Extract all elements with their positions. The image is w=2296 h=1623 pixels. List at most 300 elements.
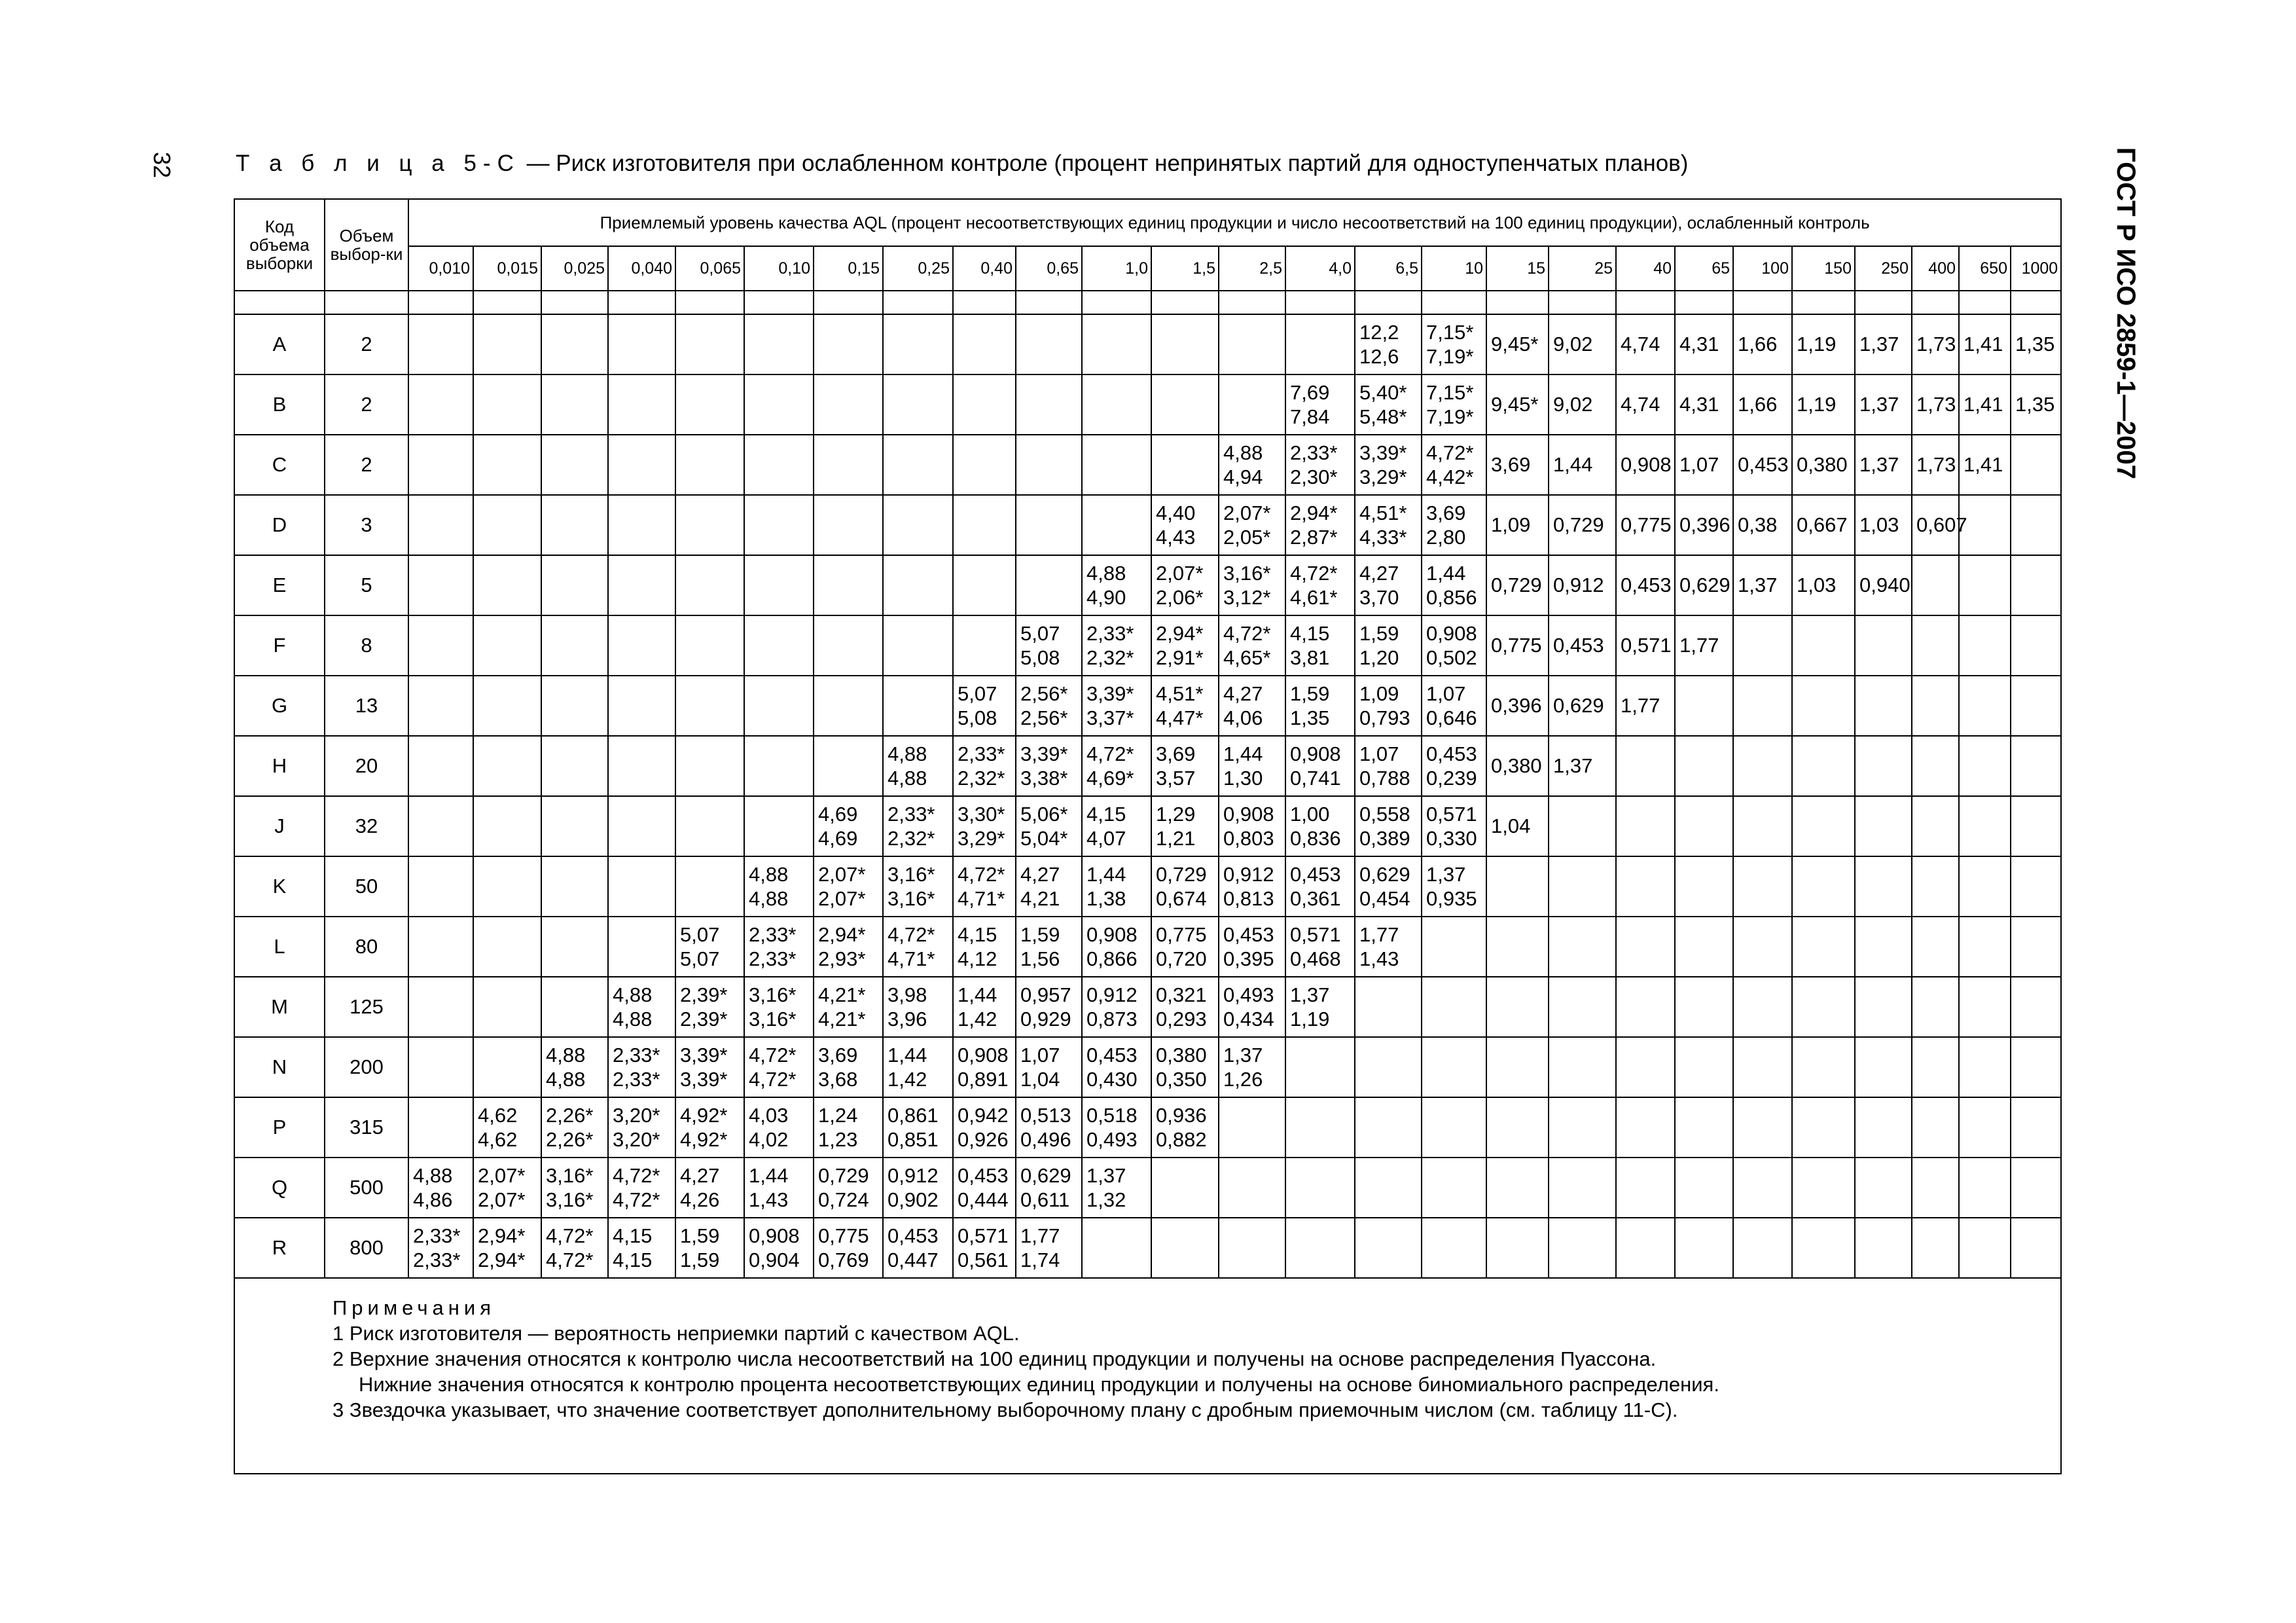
risk-value-binomial: 4,88 xyxy=(546,1068,586,1091)
risk-value-binomial: 1,20 xyxy=(1359,646,1399,669)
risk-cell xyxy=(1549,374,1616,435)
risk-value-pair xyxy=(818,1043,882,1091)
risk-cell xyxy=(408,314,473,374)
risk-value-poisson: 0,571 xyxy=(958,1224,1009,1247)
risk-value-pair xyxy=(818,802,882,850)
risk-value-pair xyxy=(680,1224,744,1272)
risk-value-binomial: 0,674 xyxy=(1156,887,1207,910)
risk-value-binomial: 4,62 xyxy=(478,1128,518,1151)
risk-value-pair xyxy=(888,802,952,850)
risk-cell xyxy=(953,736,1016,796)
risk-cell xyxy=(473,676,541,736)
risk-cell xyxy=(1959,1097,2011,1158)
risk-value-poisson: 2,39* xyxy=(680,983,728,1006)
risk-value-poisson: 2,33* xyxy=(749,923,797,946)
risk-value: 1,41 xyxy=(1964,453,2003,476)
risk-value-pair xyxy=(1359,682,1421,730)
risk-value-pair xyxy=(1426,501,1486,549)
note-line: 1 Риск изготовителя — вероятность неприемки партий с качеством AQL. xyxy=(332,1322,1020,1345)
risk-cell xyxy=(1549,676,1616,736)
risk-cell xyxy=(1219,1218,1285,1278)
risk-value-binomial: 0,502 xyxy=(1426,646,1477,669)
risk-value-poisson: 1,37 xyxy=(1426,863,1466,886)
risk-value-pair xyxy=(1290,802,1354,850)
risk-value-poisson: 1,77 xyxy=(1020,1224,1060,1247)
risk-value: 0,571 xyxy=(1621,634,1672,657)
risk-cell xyxy=(473,615,541,676)
risk-value-pair xyxy=(958,682,1015,730)
risk-value-binomial: 2,26* xyxy=(546,1128,594,1151)
risk-value-poisson: 7,69 xyxy=(1290,381,1330,404)
risk-value-pair xyxy=(888,742,952,790)
risk-cell xyxy=(2011,435,2061,495)
risk-value-poisson: 4,15 xyxy=(958,923,997,946)
risk-cell xyxy=(1082,1097,1151,1158)
risk-cell xyxy=(473,977,541,1037)
risk-cell xyxy=(953,314,1016,374)
spacer-cell xyxy=(1616,291,1675,314)
risk-value: 1,37 xyxy=(1859,393,1899,416)
risk-value-binomial: 4,33* xyxy=(1359,526,1407,549)
risk-cell xyxy=(541,977,608,1037)
risk-cell xyxy=(1792,917,1855,977)
risk-value-binomial: 1,42 xyxy=(888,1068,927,1091)
risk-cell xyxy=(1912,917,1959,977)
risk-cell xyxy=(744,495,814,555)
risk-value-binomial: 4,06 xyxy=(1223,706,1263,729)
risk-cell xyxy=(1486,856,1549,917)
risk-value: 1,77 xyxy=(1621,694,1660,717)
risk-cell xyxy=(1082,1037,1151,1097)
risk-value-poisson: 0,453 xyxy=(1086,1044,1138,1067)
risk-cell xyxy=(541,1158,608,1218)
risk-value-binomial: 0,836 xyxy=(1290,827,1341,850)
risk-cell xyxy=(1016,977,1082,1037)
risk-cell xyxy=(1855,917,1912,977)
risk-cell xyxy=(1486,435,1549,495)
risk-value: 3,69 xyxy=(1491,453,1531,476)
risk-cell xyxy=(675,796,744,856)
risk-value-binomial: 0,793 xyxy=(1359,706,1410,729)
risk-cell xyxy=(1219,1037,1285,1097)
risk-cell xyxy=(1151,374,1219,435)
risk-value-binomial: 2,39* xyxy=(680,1008,728,1030)
risk-value-poisson: 1,59 xyxy=(1020,923,1060,946)
risk-value-binomial: 4,90 xyxy=(1086,586,1126,609)
risk-cell xyxy=(1219,856,1285,917)
risk-value-poisson: 4,40 xyxy=(1156,501,1196,524)
risk-cell xyxy=(1733,856,1792,917)
risk-cell xyxy=(814,314,883,374)
risk-value-poisson: 0,936 xyxy=(1156,1104,1207,1127)
risk-value-poisson: 3,16* xyxy=(888,863,935,886)
table-row xyxy=(234,1037,2061,1097)
risk-cell xyxy=(1855,555,1912,615)
risk-cell xyxy=(541,856,608,917)
risk-value-poisson: 2,94* xyxy=(1290,501,1338,524)
risk-cell xyxy=(883,1218,953,1278)
risk-value-pair xyxy=(1223,862,1285,911)
risk-cell xyxy=(408,435,473,495)
risk-cell xyxy=(1616,796,1675,856)
risk-value-poisson: 0,453 xyxy=(1223,923,1274,946)
risk-value-poisson: 4,72* xyxy=(613,1164,660,1187)
risk-cell xyxy=(1616,374,1675,435)
risk-cell xyxy=(1422,796,1486,856)
risk-value-binomial: 0,468 xyxy=(1290,947,1341,970)
risk-value-poisson: 2,26* xyxy=(546,1104,594,1127)
table-row xyxy=(234,435,2061,495)
aql-level: 25 xyxy=(1549,246,1616,291)
risk-value-pair xyxy=(1020,802,1081,850)
aql-level: 1,0 xyxy=(1082,246,1151,291)
risk-value-binomial: 0,389 xyxy=(1359,827,1410,850)
table-row xyxy=(234,495,2061,555)
risk-cell xyxy=(1355,796,1422,856)
risk-cell xyxy=(1422,495,1486,555)
risk-cell xyxy=(608,495,675,555)
risk-value-binomial: 2,07* xyxy=(478,1188,526,1211)
risk-cell xyxy=(744,917,814,977)
risk-cell xyxy=(1792,1037,1855,1097)
risk-value-pair xyxy=(1359,922,1421,971)
risk-cell xyxy=(1675,796,1733,856)
risk-value: 0,629 xyxy=(1679,574,1731,596)
aql-level: 400 xyxy=(1912,246,1959,291)
risk-value-pair xyxy=(1156,1103,1218,1152)
risk-cell xyxy=(1792,796,1855,856)
sample-size: 13 xyxy=(325,676,408,736)
risk-cell xyxy=(1912,676,1959,736)
risk-value-pair xyxy=(546,1224,607,1272)
risk-cell xyxy=(2011,676,2061,736)
risk-cell xyxy=(1151,1097,1219,1158)
risk-value-poisson: 2,33* xyxy=(958,742,1005,765)
risk-cell xyxy=(1016,314,1082,374)
risk-cell xyxy=(1151,856,1219,917)
risk-cell xyxy=(1422,374,1486,435)
risk-cell xyxy=(1486,314,1549,374)
risk-value-binomial: 0,444 xyxy=(958,1188,1009,1211)
risk-cell xyxy=(1355,1037,1422,1097)
risk-value-pair xyxy=(1359,441,1421,489)
risk-value-pair xyxy=(818,1163,882,1212)
risk-value-binomial: 5,08 xyxy=(1020,646,1060,669)
risk-cell xyxy=(1549,736,1616,796)
risk-value-pair xyxy=(1086,983,1151,1031)
risk-cell xyxy=(1285,1218,1355,1278)
risk-cell xyxy=(1549,1218,1616,1278)
risk-value: 0,729 xyxy=(1553,513,1604,536)
risk-cell xyxy=(1219,314,1285,374)
sample-size: 3 xyxy=(325,495,408,555)
risk-value-binomial: 5,08 xyxy=(958,706,997,729)
table-row xyxy=(234,796,2061,856)
risk-value-poisson: 2,33* xyxy=(1086,622,1134,645)
risk-cell xyxy=(1675,1158,1733,1218)
risk-cell xyxy=(1733,1158,1792,1218)
table-row xyxy=(234,1158,2061,1218)
risk-cell xyxy=(1792,736,1855,796)
spacer-cell xyxy=(1855,291,1912,314)
risk-cell xyxy=(541,676,608,736)
risk-value-binomial: 1,19 xyxy=(1290,1008,1330,1030)
risk-value-poisson: 0,912 xyxy=(1086,983,1138,1006)
risk-cell xyxy=(883,314,953,374)
risk-cell xyxy=(2011,977,2061,1037)
risk-cell xyxy=(1912,977,1959,1037)
spacer-cell xyxy=(541,291,608,314)
risk-cell xyxy=(1082,314,1151,374)
risk-cell xyxy=(1219,1158,1285,1218)
risk-value: 0,380 xyxy=(1797,453,1848,476)
note-line: 2 Верхние значения относятся к контролю числа несоответствий на 100 единиц продукции и получены на основе распределения Пуассона. xyxy=(332,1347,1657,1370)
risk-cell xyxy=(953,1158,1016,1218)
risk-cell xyxy=(1616,676,1675,736)
risk-value-pair xyxy=(1086,1043,1151,1091)
risk-value-binomial: 4,88 xyxy=(888,767,927,790)
risk-cell xyxy=(1355,736,1422,796)
risk-cell xyxy=(1219,615,1285,676)
risk-cell xyxy=(953,1037,1016,1097)
risk-cell xyxy=(1855,977,1912,1037)
risk-cell xyxy=(1486,374,1549,435)
risk-value-poisson: 2,94* xyxy=(818,923,866,946)
risk-cell xyxy=(1675,495,1733,555)
risk-cell xyxy=(1855,615,1912,676)
risk-cell xyxy=(2011,736,2061,796)
sample-code: A xyxy=(234,314,325,374)
risk-value: 0,908 xyxy=(1621,453,1672,476)
risk-value-poisson: 2,56* xyxy=(1020,682,1068,705)
risk-value-poisson: 3,69 xyxy=(1156,742,1196,765)
risk-value-poisson: 4,88 xyxy=(413,1164,453,1187)
risk-cell xyxy=(1959,1218,2011,1278)
risk-cell xyxy=(1355,1218,1422,1278)
risk-cell xyxy=(473,555,541,615)
risk-value-binomial: 4,43 xyxy=(1156,526,1196,549)
risk-cell xyxy=(1549,615,1616,676)
risk-value-pair xyxy=(478,1224,541,1272)
risk-cell xyxy=(1082,977,1151,1037)
risk-cell xyxy=(1616,435,1675,495)
risk-value-binomial: 2,87* xyxy=(1290,526,1338,549)
risk-value: 0,775 xyxy=(1621,513,1672,536)
risk-cell xyxy=(953,796,1016,856)
risk-cell xyxy=(1549,1158,1616,1218)
risk-cell xyxy=(1959,676,2011,736)
risk-cell xyxy=(675,435,744,495)
risk-cell xyxy=(1912,435,1959,495)
risk-cell xyxy=(814,1097,883,1158)
risk-value-poisson: 0,908 xyxy=(1426,622,1477,645)
risk-cell xyxy=(1733,676,1792,736)
risk-cell xyxy=(953,374,1016,435)
risk-cell xyxy=(1219,1097,1285,1158)
risk-value-poisson: 0,571 xyxy=(1290,923,1341,946)
risk-cell xyxy=(1219,796,1285,856)
risk-cell xyxy=(1912,736,1959,796)
risk-value-pair xyxy=(1020,862,1081,911)
risk-value-poisson: 3,16* xyxy=(546,1164,594,1187)
risk-value-binomial: 4,21* xyxy=(818,1008,866,1030)
risk-value-binomial: 0,929 xyxy=(1020,1008,1071,1030)
risk-cell xyxy=(883,1037,953,1097)
risk-value-pair xyxy=(1086,862,1151,911)
risk-value-poisson: 5,07 xyxy=(1020,622,1060,645)
risk-value-poisson: 3,39* xyxy=(1086,682,1134,705)
risk-value-poisson: 0,513 xyxy=(1020,1104,1071,1127)
risk-value-pair xyxy=(888,1224,952,1272)
sample-size: 50 xyxy=(325,856,408,917)
risk-cell xyxy=(1792,495,1855,555)
risk-cell xyxy=(883,796,953,856)
risk-value: 1,73 xyxy=(1916,453,1956,476)
spacer-cell xyxy=(1422,291,1486,314)
risk-cell xyxy=(883,736,953,796)
risk-value-poisson: 0,908 xyxy=(1086,923,1138,946)
risk-value-binomial: 0,882 xyxy=(1156,1128,1207,1151)
sample-size: 2 xyxy=(325,314,408,374)
risk-cell xyxy=(1855,314,1912,374)
risk-value: 1,09 xyxy=(1491,513,1531,536)
risk-value-binomial: 0,493 xyxy=(1086,1128,1138,1151)
risk-value: 1,19 xyxy=(1797,333,1837,356)
risk-cell xyxy=(1151,615,1219,676)
risk-cell xyxy=(473,1218,541,1278)
risk-cell xyxy=(1792,314,1855,374)
risk-cell xyxy=(1675,314,1733,374)
risk-value-binomial: 0,395 xyxy=(1223,947,1274,970)
risk-cell xyxy=(1912,495,1967,555)
risk-value-poisson: 4,92* xyxy=(680,1104,728,1127)
risk-cell xyxy=(408,1218,473,1278)
risk-value-poisson: 0,908 xyxy=(958,1044,1009,1067)
risk-cell xyxy=(1016,435,1082,495)
risk-value: 1,35 xyxy=(2015,333,2055,356)
risk-cell xyxy=(1219,977,1285,1037)
risk-value-pair xyxy=(1426,380,1486,429)
sample-size: 200 xyxy=(325,1037,408,1097)
sample-code: B xyxy=(234,374,325,435)
aql-level: 1,5 xyxy=(1151,246,1219,291)
risk-cell xyxy=(1959,856,2011,917)
risk-value-pair xyxy=(1426,320,1486,369)
risk-value-pair xyxy=(749,862,813,911)
risk-value-poisson: 1,59 xyxy=(1290,682,1330,705)
risk-value-pair xyxy=(818,922,882,971)
risk-cell xyxy=(814,856,883,917)
risk-value-binomial: 0,293 xyxy=(1156,1008,1207,1030)
risk-value-binomial: 1,04 xyxy=(1020,1068,1060,1091)
risk-cell xyxy=(1549,977,1616,1037)
risk-cell xyxy=(1486,555,1549,615)
spacer-cell xyxy=(1959,291,2011,314)
risk-cell xyxy=(1675,1218,1733,1278)
risk-value-binomial: 4,94 xyxy=(1223,465,1263,488)
risk-cell xyxy=(675,856,744,917)
risk-value-pair xyxy=(613,1163,675,1212)
risk-value-poisson: 0,380 xyxy=(1156,1044,1207,1067)
risk-cell xyxy=(1016,917,1082,977)
risk-value-binomial: 3,29* xyxy=(1359,465,1407,488)
risk-value-poisson: 1,09 xyxy=(1359,682,1399,705)
risk-value-pair xyxy=(1426,742,1486,790)
risk-cell xyxy=(744,676,814,736)
risk-value-pair xyxy=(613,1103,675,1152)
aql-level: 65 xyxy=(1675,246,1733,291)
risk-cell xyxy=(1733,495,1792,555)
risk-cell xyxy=(408,495,473,555)
risk-cell xyxy=(1016,856,1082,917)
risk-cell xyxy=(473,917,541,977)
risk-cell xyxy=(608,1218,675,1278)
risk-cell xyxy=(608,435,675,495)
risk-value-binomial: 2,32* xyxy=(1086,646,1134,669)
spacer-cell xyxy=(1486,291,1549,314)
spacer-cell xyxy=(1912,291,1959,314)
risk-cell xyxy=(1355,676,1422,736)
risk-cell xyxy=(2011,1037,2061,1097)
risk-value-poisson: 7,15* xyxy=(1426,381,1474,404)
risk-value: 9,02 xyxy=(1553,393,1593,416)
risk-value-pair xyxy=(546,1163,607,1212)
aql-level: 100 xyxy=(1733,246,1792,291)
risk-cell xyxy=(1285,676,1355,736)
sample-code: R xyxy=(234,1218,325,1278)
risk-cell xyxy=(608,374,675,435)
risk-cell xyxy=(675,314,744,374)
sample-size: 80 xyxy=(325,917,408,977)
risk-cell xyxy=(608,856,675,917)
risk-value-poisson: 4,27 xyxy=(1359,562,1399,585)
risk-value-pair xyxy=(1290,441,1354,489)
risk-cell xyxy=(473,736,541,796)
risk-cell xyxy=(675,495,744,555)
risk-value-binomial: 1,59 xyxy=(680,1249,720,1271)
risk-value-binomial: 4,72* xyxy=(613,1188,660,1211)
risk-cell xyxy=(408,676,473,736)
risk-cell xyxy=(1549,1037,1616,1097)
risk-value-binomial: 2,30* xyxy=(1290,465,1338,488)
risk-value-binomial: 1,42 xyxy=(958,1008,997,1030)
risk-value: 1,41 xyxy=(1964,333,2003,356)
risk-cell xyxy=(1082,736,1151,796)
risk-value: 0,940 xyxy=(1859,574,1910,596)
risk-value: 1,44 xyxy=(1553,453,1593,476)
risk-cell xyxy=(1082,856,1151,917)
risk-cell xyxy=(2011,917,2061,977)
risk-cell xyxy=(408,917,473,977)
aql-level: 0,065 xyxy=(675,246,744,291)
risk-value-binomial: 5,07 xyxy=(680,947,720,970)
risk-value-binomial: 0,813 xyxy=(1223,887,1274,910)
risk-cell xyxy=(1855,1218,1912,1278)
sample-size: 32 xyxy=(325,796,408,856)
spacer-cell xyxy=(1151,291,1219,314)
risk-value-binomial: 4,12 xyxy=(958,947,997,970)
risk-cell xyxy=(1082,676,1151,736)
risk-value: 1,19 xyxy=(1797,393,1837,416)
risk-value-poisson: 1,29 xyxy=(1156,803,1196,826)
risk-value-poisson: 4,88 xyxy=(1223,441,1263,464)
risk-cell xyxy=(1912,1097,1959,1158)
risk-value-poisson: 1,44 xyxy=(1223,742,1263,765)
risk-cell xyxy=(675,615,744,676)
risk-cell xyxy=(1422,917,1486,977)
risk-cell xyxy=(1855,495,1912,555)
risk-value-pair xyxy=(888,922,952,971)
